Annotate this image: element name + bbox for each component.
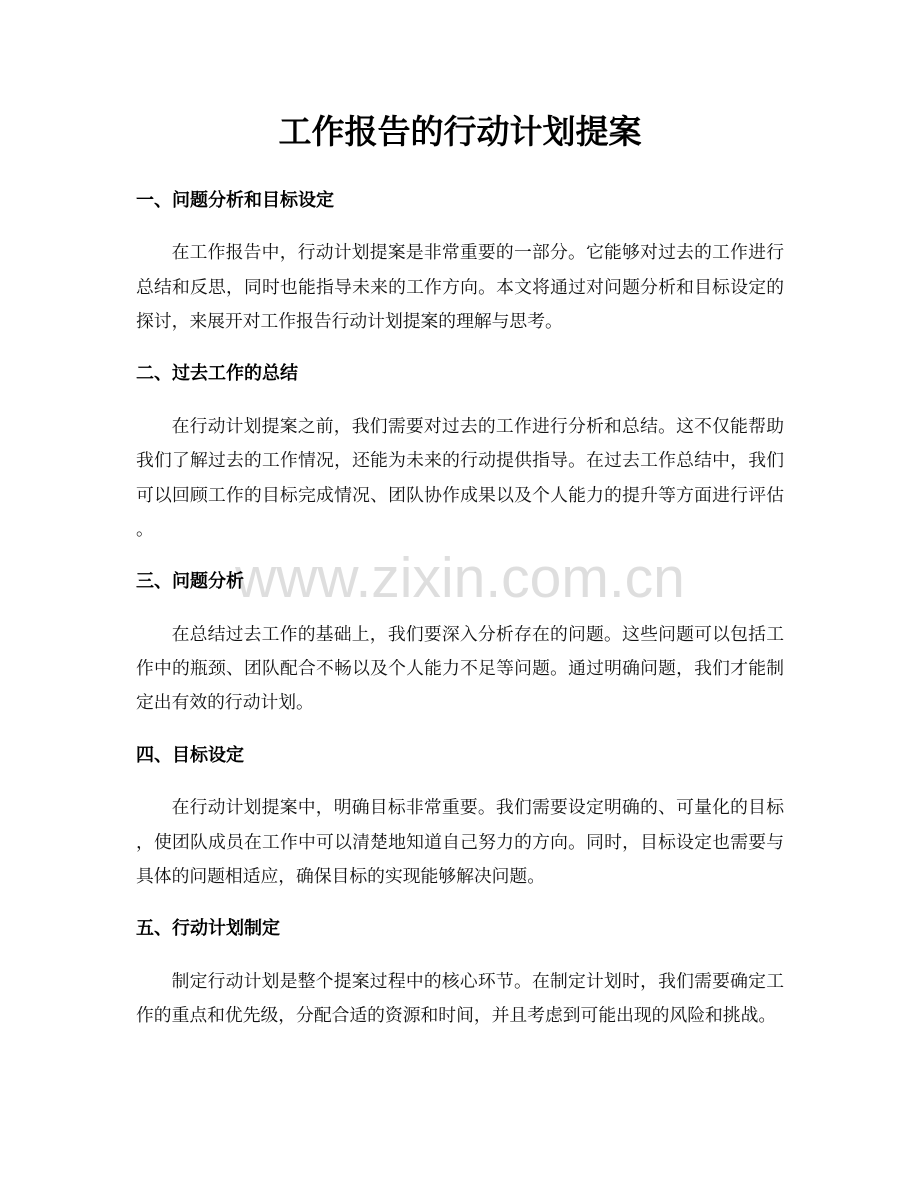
paragraph-line: 作的重点和优先级，分配合适的资源和时间，并且考虑到可能出现的风险和挑战。 [136, 1005, 777, 1027]
paragraph-line: 总结和反思，同时也能指导未来的工作方向。本文将通过对问题分析和目标设定的 [136, 276, 784, 298]
document-title: 工作报告的行动计划提案 [278, 112, 642, 151]
paragraph-line: 探讨，来展开对工作报告行动计划提案的理解与思考。 [136, 310, 563, 332]
paragraph-line: ，使团队成员在工作中可以清楚地知道自己努力的方向。同时，目标设定也需要与 [136, 831, 784, 853]
paragraph [136, 965, 784, 1034]
watermark: www.zixin.com.cn [235, 546, 685, 610]
paragraph [136, 791, 784, 894]
paragraph-line: 我们了解过去的工作情况，还能为未来的行动提供指导。在过去工作总结中，我们 [136, 450, 784, 472]
paragraph-line: 可以回顾工作的目标完成情况、团队协作成果以及个人能力的提升等方面进行评估 [136, 484, 784, 506]
paragraph-line: 。 [136, 518, 154, 540]
section-heading: 三、问题分析 [136, 571, 244, 593]
paragraph-line: 在行动计划提案中，明确目标非常重要。我们需要设定明确的、可量化的目标 [171, 797, 784, 819]
paragraph-line: 在工作报告中，行动计划提案是非常重要的一部分。它能够对过去的工作进行 [171, 242, 784, 264]
paragraph-line: 制定行动计划是整个提案过程中的核心环节。在制定计划时，我们需要确定工 [171, 970, 784, 992]
paragraph-line: 在行动计划提案之前，我们需要对过去的工作进行分析和总结。这不仅能帮助 [171, 415, 784, 437]
paragraph [136, 410, 784, 548]
paragraph-line: 具体的问题相适应，确保目标的实现能够解决问题。 [136, 866, 545, 888]
paragraph-line: 在总结过去工作的基础上，我们要深入分析存在的问题。这些问题可以包括工 [171, 623, 784, 645]
paragraph-line: 定出有效的行动计划。 [136, 692, 314, 714]
paragraph [136, 618, 784, 721]
section-heading: 四、目标设定 [136, 744, 244, 766]
paragraph-line: 作中的瓶颈、团队配合不畅以及个人能力不足等问题。通过明确问题，我们才能制 [136, 658, 784, 680]
section-heading: 一、问题分析和目标设定 [136, 189, 334, 211]
section-heading: 二、过去工作的总结 [136, 363, 298, 385]
paragraph [136, 236, 784, 339]
section-heading: 五、行动计划制定 [136, 918, 280, 940]
